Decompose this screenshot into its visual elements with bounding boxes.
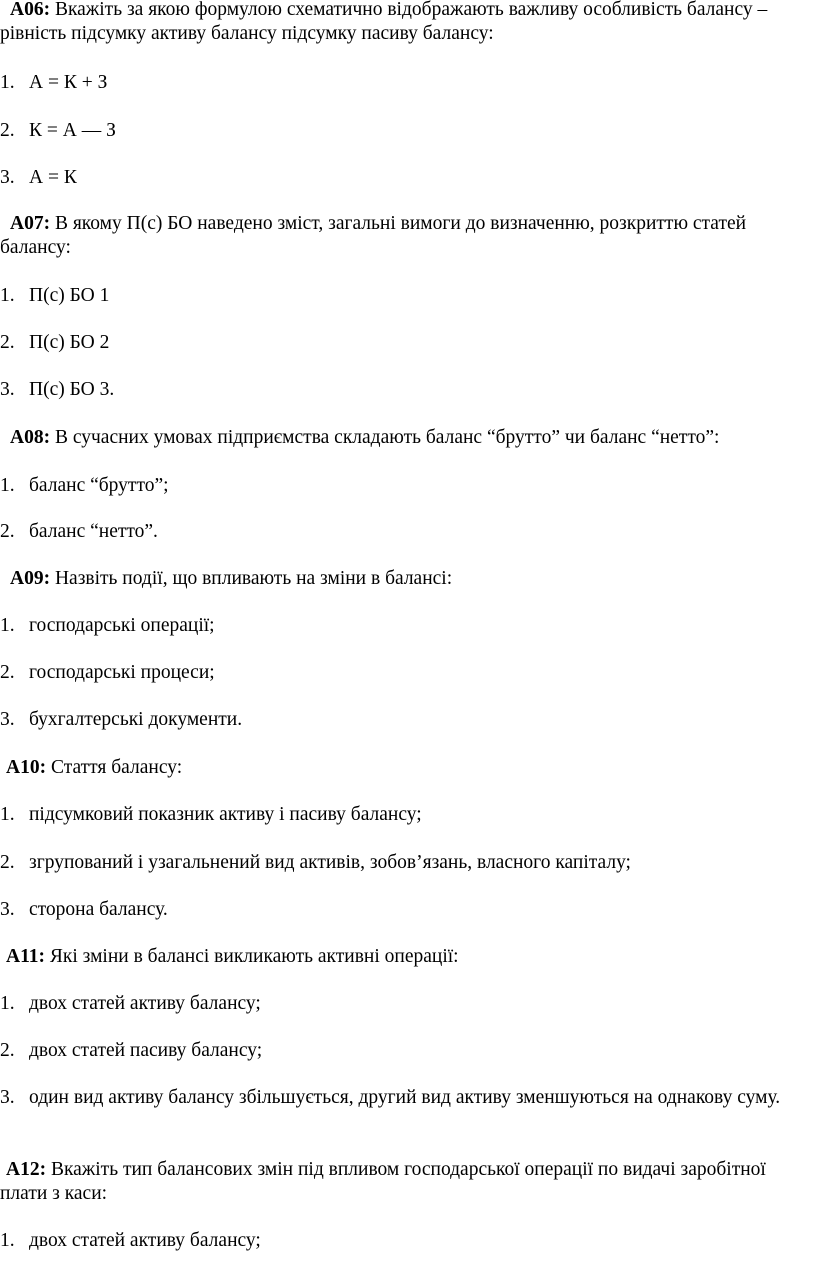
- option-number: 1.: [0, 993, 15, 1014]
- question-label: А11:: [6, 946, 45, 967]
- option-text: П(с) БО 1: [29, 285, 110, 306]
- option-number: 2.: [0, 1040, 15, 1061]
- option-text: А = К: [29, 167, 77, 188]
- option-text: господарські процеси;: [29, 662, 215, 683]
- question-text: Стаття балансу:: [50, 757, 183, 778]
- option-text: двох статей пасиву балансу;: [29, 1040, 263, 1061]
- option-a10-1: [0, 803, 422, 827]
- option-text: сторона балансу.: [29, 899, 168, 920]
- option-a06-2: [0, 119, 116, 143]
- option-text: А = К + З: [29, 72, 108, 93]
- question-label: А09:: [10, 568, 51, 589]
- question-label: А07:: [10, 213, 51, 234]
- option-text: двох статей активу балансу;: [29, 1230, 261, 1251]
- option-a07-1: [0, 284, 109, 308]
- question-text: В якому П(с) БО наведено зміст, загальні вимоги до визначенню, розкриттю статей балансу:: [0, 213, 747, 258]
- option-number: 3.: [0, 379, 15, 400]
- option-number: 2.: [0, 120, 15, 141]
- option-text: баланс “нетто”.: [29, 521, 158, 542]
- option-a06-3: [0, 166, 77, 190]
- option-a09-1: [0, 614, 215, 638]
- option-a07-2: [0, 331, 109, 355]
- question-text: Вкажіть за якою формулою схематично відображають важливу особливість балансу – рівність підсумку активу балансу підсумку пасиву балансу:: [0, 0, 768, 44]
- option-a12-1: [0, 1229, 261, 1253]
- option-number: 3.: [0, 1087, 15, 1108]
- option-text: один вид активу балансу збільшується, другий вид активу зменшуються на однакову суму.: [29, 1087, 781, 1108]
- question-label: А06:: [10, 0, 51, 20]
- option-number: 1.: [0, 72, 15, 93]
- option-number: 2.: [0, 852, 15, 873]
- option-number: 2.: [0, 662, 15, 683]
- question-a08: [10, 426, 719, 450]
- option-a11-2: [0, 1039, 262, 1063]
- question-label: А10:: [6, 757, 47, 778]
- option-text: згрупований і узагальнений вид активів, зобов’язань, власного капіталу;: [29, 852, 631, 873]
- question-label: А12:: [6, 1159, 47, 1180]
- question-a10: [6, 756, 182, 780]
- question-a06: [0, 0, 800, 46]
- option-a08-2: [0, 520, 158, 544]
- option-text: підсумковий показник активу і пасиву балансу;: [29, 804, 422, 825]
- option-number: 1.: [0, 1230, 15, 1251]
- option-text: баланс “брутто”;: [29, 475, 169, 496]
- option-number: 1.: [0, 285, 15, 306]
- option-number: 1.: [0, 804, 15, 825]
- option-number: 3.: [0, 709, 15, 730]
- option-a11-3: [0, 1086, 790, 1110]
- question-label: А08:: [10, 427, 51, 448]
- option-a07-3: [0, 378, 114, 402]
- question-a12: [0, 1158, 805, 1206]
- option-a09-2: [0, 661, 215, 685]
- option-a10-3: [0, 898, 168, 922]
- option-number: 2.: [0, 521, 15, 542]
- question-a09: [10, 567, 452, 591]
- option-text: П(с) БО 2: [29, 332, 110, 353]
- option-number: 1.: [0, 475, 15, 496]
- question-a11: [6, 945, 459, 969]
- option-number: 2.: [0, 332, 15, 353]
- option-text: П(с) БО 3.: [29, 379, 115, 400]
- option-a10-2: [0, 851, 631, 875]
- option-number: 3.: [0, 167, 15, 188]
- option-number: 3.: [0, 899, 15, 920]
- question-text: Які зміни в балансі викликають активні операції:: [49, 946, 459, 967]
- question-text: Назвіть події, що впливають на зміни в балансі:: [54, 568, 453, 589]
- option-number: 1.: [0, 615, 15, 636]
- option-text: господарські операції;: [29, 615, 215, 636]
- option-a11-1: [0, 992, 261, 1016]
- question-text: В сучасних умовах підприємства складають баланс “брутто” чи баланс “нетто”:: [54, 427, 720, 448]
- question-a07: [0, 212, 790, 260]
- option-a06-1: [0, 71, 107, 95]
- question-text: Вкажіть тип балансових змін під впливом господарської операції по видачі заробітної плати з каси:: [0, 1159, 766, 1204]
- option-text: К = А — З: [29, 120, 116, 141]
- option-a08-1: [0, 474, 169, 498]
- option-a09-3: [0, 708, 242, 732]
- option-text: двох статей активу балансу;: [29, 993, 261, 1014]
- option-text: бухгалтерські документи.: [29, 709, 243, 730]
